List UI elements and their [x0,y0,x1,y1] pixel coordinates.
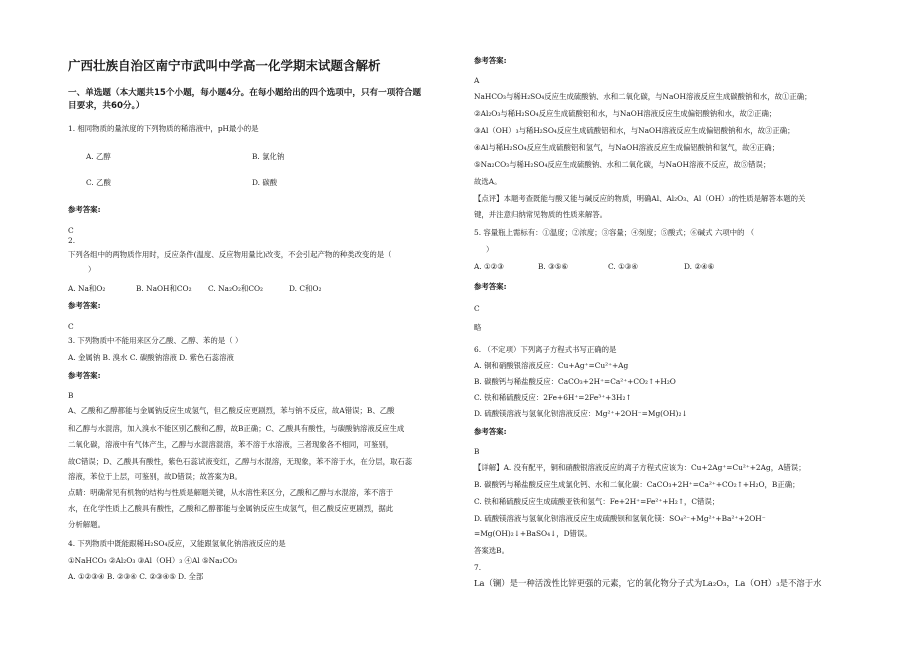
q6-explanation-line: =Mg(OH)₂↓+BaSO₄↓，D错误。 [474,529,592,538]
q2-option-a: A. Na和O₂ [68,284,106,293]
q1-option-d: D. 碳酸 [252,178,278,187]
q4-explanation-line: 故选A。 [474,177,502,186]
q3-options: A. 金属钠 B. 溴水 C. 碳酸钠溶液 D. 紫色石蕊溶液 [68,353,234,362]
q5-option-a: A. ①②③ [474,262,504,271]
q1-stem: 1. 相同物质的量浓度的下列物质的稀溶液中，pH最小的是 [68,124,259,133]
q5-option-d: D. ②④⑥ [684,262,715,271]
q6-stem: 6. （不定项）下列离子方程式书写正确的是 [474,345,617,354]
q2-answer: C [68,322,74,331]
q6-explanation-line: C. 铁和稀硫酸反应生成硫酸亚铁和氢气：Fe+2H⁺=Fe²⁺+H₂↑，C错误； [474,497,720,506]
q6-option-a: A. 铜和硝酸银溶液反应：Cu+Ag⁺=Cu²⁺+Ag [474,361,629,370]
q6-answer: B [474,447,480,456]
section-heading-line1: 一、单选题（本大题共15个小题，每小题4分。在每小题给出的四个选项中，只有一项符合题 [68,88,422,98]
section-heading-line2: 目要求，共60分。） [68,101,145,111]
q1-answer-label: 参考答案: [68,205,101,214]
q2-stem: 下列各组中的两物质作用时，反应条件(温度、反应物用量比)改变，不会引起产物的种类改变的是（ [68,250,392,259]
q4-explanation-line: ⑤Na₂CO₃与稀H₂SO₄反应生成硫酸钠、水和二氧化碳，与NaOH溶液不反应，故⑤错误； [474,160,771,169]
q3-explanation-line: 分析解题。 [68,520,105,529]
q3-answer: B [68,391,74,400]
q4-explanation-line: 键，并注意归纳常见物质的性质来解答。 [474,210,608,219]
q6-explanation-line: 答案选B。 [474,546,509,555]
q2-option-c: C. Na₂O₂和CO₂ [208,284,264,293]
q3-answer-label: 参考答案: [68,371,101,380]
q5-note: 略 [474,323,482,332]
q3-explanation-line: 点睛：明确常见有机物的结构与性质是解题关键，从水溶性来区分，乙酸和乙醇与水混溶，苯不溶于 [68,488,394,497]
q7-number: 7. [474,563,482,572]
q3-explanation-line: A、乙酸和乙醇都能与金属钠反应生成氢气，但乙酸反应更剧烈，苯与钠不反应，故A错误；B、乙酸 [68,406,395,415]
q3-stem: 3. 下列物质中不能用来区分乙酸、乙醇、苯的是（ ） [68,336,243,345]
q1-option-a: A. 乙醇 [86,152,111,161]
q6-option-b: B. 碳酸钙与稀盐酸反应：CaCO₃+2H⁺=Ca²⁺+CO₂↑+H₂O [474,377,676,386]
q5-answer-label: 参考答案: [474,282,507,291]
q4-explanation-line: NaHCO₃与稀H₂SO₄反应生成硫酸钠、水和二氧化碳，与NaOH溶液反应生成碳酸钠和水，故①正确； [474,92,812,101]
q4-stem: 4. 下列物质中既能跟稀H₂SO₄反应，又能跟氢氧化钠溶液反应的是 [68,539,286,548]
q5-option-b: B. ③⑤⑥ [538,262,569,271]
q5-close: ） [486,245,494,254]
q6-explanation-line: 【详解】A. 没有配平，铜和硝酸银溶液反应的离子方程式应该为：Cu+2Ag⁺=Cu²⁺+2Ag，A错误； [474,463,806,472]
q6-option-d: D. 硫酸镁溶液与氢氧化钡溶液反应：Mg²⁺+2OH⁻=Mg(OH)₂↓ [474,409,688,418]
q3-explanation-line: 二氧化碳，溶液中有气体产生，乙醇与水混溶混溶，苯不溶于水溶液，三者现象各不相同，可鉴别， [68,440,394,449]
q1-option-b: B. 氯化钠 [252,152,285,161]
q3-explanation-line: 水，在化学性质上乙酸具有酸性，乙酸和乙醇都能与金属钠反应生成氢气，但乙酸反应更剧烈，据此 [68,504,394,513]
q5-stem: 5. 容量瓶上需标有：①温度；②浓度；③容量；④刻度；⑤酸式；⑥碱式 六项中的 （ [474,228,755,237]
page-title: 广西壮族自治区南宁市武叫中学高一化学期末试题含解析 [68,58,381,73]
q2-close: ） [88,265,96,274]
q4-items: ①NaHCO₃ ②Al₂O₃ ③Al（OH）₃ ④Al ⑤Na₂CO₃ [68,556,238,565]
q3-explanation-line: 和乙醇与水混溶，加入溴水不能区别乙酸和乙醇，故B正确；C、乙酸具有酸性，与碳酸钠溶液反应生成 [68,424,405,433]
q4-explanation-line: ④Al与稀H₂SO₄反应生成硫酸铝和氢气，与NaOH溶液反应生成偏铝酸钠和氢气，故④正确； [474,143,780,152]
q2-number: 2. [68,236,76,245]
q3-explanation-line: 故C错误；D、乙酸具有酸性，紫色石蕊试液变红，乙醇与水混溶，无现象，苯不溶于水，在分层，取石蕊 [68,457,413,466]
q4-answer: A [474,76,480,85]
q6-answer-label: 参考答案: [474,427,507,436]
q4-explanation-line: 【点评】本题考查既能与酸又能与碱反应的物质，明确Al、Al₂O₃、Al（OH）₃的性质是解答本题的关 [474,194,806,203]
q1-option-c: C. 乙酸 [86,178,111,187]
q4-explanation-line: ③Al（OH）₃与稀H₂SO₄反应生成硫酸铝和水，与NaOH溶液反应生成偏铝酸钠和水，故③正确； [474,126,795,135]
q5-answer: C [474,304,480,313]
q2-answer-label: 参考答案: [68,301,101,310]
q7-stem: La（镧）是一种活泼性比锌更强的元素，它的氧化物分子式为La₂O₃，La（OH）₃是不溶于水 [474,578,822,588]
q4-answer-label: 参考答案: [474,56,507,65]
q1-answer: C [68,226,74,235]
q6-option-c: C. 铁和稀硫酸反应：2Fe+6H⁺=2Fe³⁺+3H₂↑ [474,393,632,402]
q5-option-c: C. ①③④ [608,262,638,271]
q6-explanation-line: B. 碳酸钙与稀盐酸反应生成氯化钙、水和二氧化碳：CaCO₃+2H⁺=Ca²⁺+CO₂↑+H₂O，B正确； [474,480,800,489]
q4-options: A. ①②③④ B. ②③④ C. ②③④⑤ D. 全部 [68,572,204,581]
q2-option-b: B. NaOH和CO₂ [136,284,192,293]
q2-option-d: D. C和O₂ [289,284,322,293]
q4-explanation-line: ②Al₂O₃与稀H₂SO₄反应生成硫酸铝和水，与NaOH溶液反应生成偏铝酸钠和水，故②正确； [474,109,777,118]
q3-explanation-line: 溶液，苯位于上层，可鉴别，故D错误；故答案为B。 [68,472,242,481]
q6-explanation-line: D. 硫酸镁溶液与氢氧化钡溶液反应生成硫酸钡和氢氧化镁：SO₄²⁻+Mg²⁺+Ba²⁺+2OH⁻ [474,514,766,523]
